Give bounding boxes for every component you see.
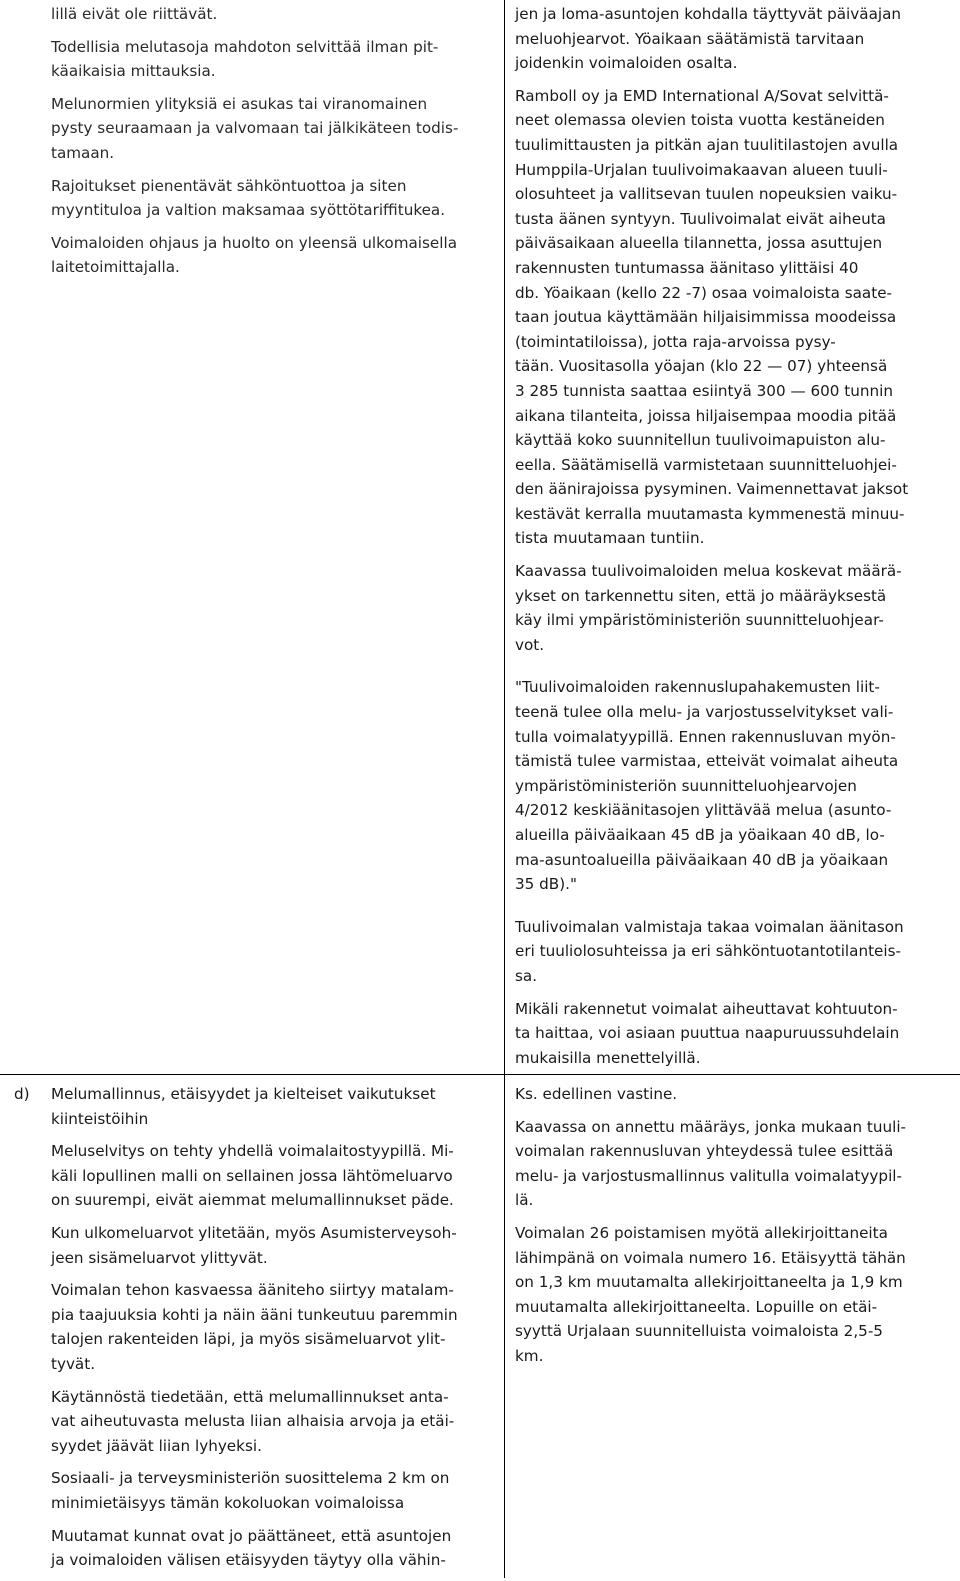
column-divider	[504, 0, 505, 1578]
paragraph: Todellisia melutasoja mahdoton selvittää ilman pit- käaikaisia mittauksia.	[51, 37, 439, 81]
paragraph: jen ja loma-asuntojen kohdalla täyttyvät päiväajan meluohjearvot. Yöaikaan säätämistä tarvitaan joidenkin voimaloiden osalta.	[515, 5, 902, 73]
paragraph: Voimalan 26 poistamisen myötä allekirjoittaneita lähimpänä on voimala numero 16. Etäisyyttä tähän on 1,3 km muutamalta allekirjoittaneelta ja 1,9 km muutamalta allekirjoittaneelta. Lopuille on etäi- syyttä Urjalaan suunnitelluista voimaloista 2,5-5 km.	[515, 1223, 906, 1365]
paragraph: Ks. edellinen vastine.	[515, 1085, 678, 1103]
section-heading: Melumallinnus, etäisyydet ja kielteiset vaikutukset kiinteistöihin	[51, 1085, 436, 1128]
paragraph: lillä eivät ole riittävät.	[51, 5, 218, 23]
paragraph: Voimaloiden ohjaus ja huolto on yleensä ulkomaisella laitetoimittajalla.	[51, 233, 458, 277]
paragraph: Käytännöstä tiedetään, että melumallinnukset anta- vat aiheutuvasta melusta liian alhaisia arvoja ja etäi- syydet jäävät liian lyhyeksi.	[51, 1387, 455, 1455]
cell-right-top	[515, 2, 945, 1078]
paragraph: Kaavassa on annettu määräys, jonka mukaan tuuli- voimalan rakennusluvan yhteydessä tulee esittää melu- ja varjostusmallinnus valitulla voimalatyypil- lä.	[515, 1117, 907, 1210]
paragraph: Kun ulkomeluarvot ylitetään, myös Asumisterveysoh- jeen sisämeluarvot ylittyvät.	[51, 1223, 457, 1267]
paragraph: Tuulivoimalan valmistaja takaa voimalan äänitason eri tuuliolosuhteissa ja eri sähköntuotantotilanteis- sa.	[515, 917, 904, 985]
cell-left-bottom	[51, 1082, 501, 1581]
paragraph: Muutamat kunnat ovat jo päättäneet, että asuntojen ja voimaloiden välisen etäisyyden täytyy olla vähin-	[51, 1526, 452, 1570]
paragraph: Melunormien ylityksiä ei asukas tai viranomainen pysty seuraamaan ja valvomaan tai jälkikäteen todis- tamaan.	[51, 94, 459, 162]
paragraph: Ramboll oy ja EMD International A/Sovat selvittä- neet olemassa olevien toista vuotta kestäneiden tuulimittausten ja pitkän ajan tuulitilastojen avulla Humppila-Urjalan tuulivoimakaavan alueen tuuli- olosuhteet ja vallitsevan tuulen nopeuksien vaiku- tusta äänen syntyyn. Tuulivoimalat eivät aiheuta päiväsaikaan alueella tilannetta, jossa asuttujen rakennusten tuntumassa äänitaso ylittäisi 40 db. Yöaikaan (kello 22 -7) osaa voimaloista saate- taan joutua käyttämään hiljaisimmissa moodeissa (toimintatiloissa), jotta raja-arvoissa pysy- tään. Vuositasolla yöajan (klo 22 — 07) yhteensä 3 285 tunnista saattaa esiintyä 300 — 600 tunnin aikana tilanteita, joissa hiljaisempaa moodia pitää käyttää koko suunnitellun tuulivoimapuiston alu- eella. Säätämisellä varmistetaan suunnitteluohjei- den äänirajoissa pysyminen. Vaimennettavat jaksot kestävät kerralla muutamasta kymmenestä minuu- tista muutamaan tuntiin.	[515, 86, 909, 548]
paragraph: Mikäli rakennetut voimalat aiheuttavat kohtuuton- ta haittaa, voi asiaan puuttua naapuruussuhdelain mukaisilla menettelyillä.	[515, 999, 900, 1067]
paragraph: Voimalan tehon kasvaessa ääniteho siirtyy matalam- pia taajuuksia kohti ja näin ääni tunkeutuu paremmin talojen rakenteiden läpi, ja myös sisämeluarvot ylit- tyvät.	[51, 1281, 458, 1373]
paragraph: "Tuulivoimaloiden rakennuslupahakemusten liit- teenä tulee olla melu- ja varjostusselvitykset vali- tulla voimalatyypillä. Ennen rakennusluvan myön- tämistä tulee varmistaa, etteivät voimalat aiheuta ympäristöministeriön suunnitteluohjearvojen 4/2012 keskiäänitasojen ylittävää melua (asunto- alueilla päiväaikaan 45 dB ja yöaikaan 40 dB, lo- ma-asuntoalueilla päiväaikaan 40 dB ja yöaikaan 35 dB)."	[515, 678, 899, 894]
paragraph: Meluselvitys on tehty yhdellä voimalaitostyypillä. Mi- käli lopullinen malli on sellainen jossa lähtömeluarvo on suurempi, eivät aiemmat melumallinnukset päde.	[51, 1142, 454, 1210]
cell-right-bottom	[515, 1082, 945, 1377]
paragraph: Sosiaali- ja terveysministeriön suosittelema 2 km on minimietäisyys tämän kokoluokan voimaloissa	[51, 1469, 450, 1512]
paragraph: Rajoitukset pienentävät sähköntuottoa ja siten myyntituloa ja valtion maksamaa syöttötariffitukea.	[51, 176, 446, 220]
cell-left-top	[51, 2, 496, 288]
section-marker: d)	[14, 1085, 30, 1103]
paragraph: Kaavassa tuulivoimaloiden melua koskevat määrä- ykset on tarkennettu siten, että jo määräyksestä käy ilmi ympäristöministeriön suunnitteluohjear- vot.	[515, 562, 902, 654]
